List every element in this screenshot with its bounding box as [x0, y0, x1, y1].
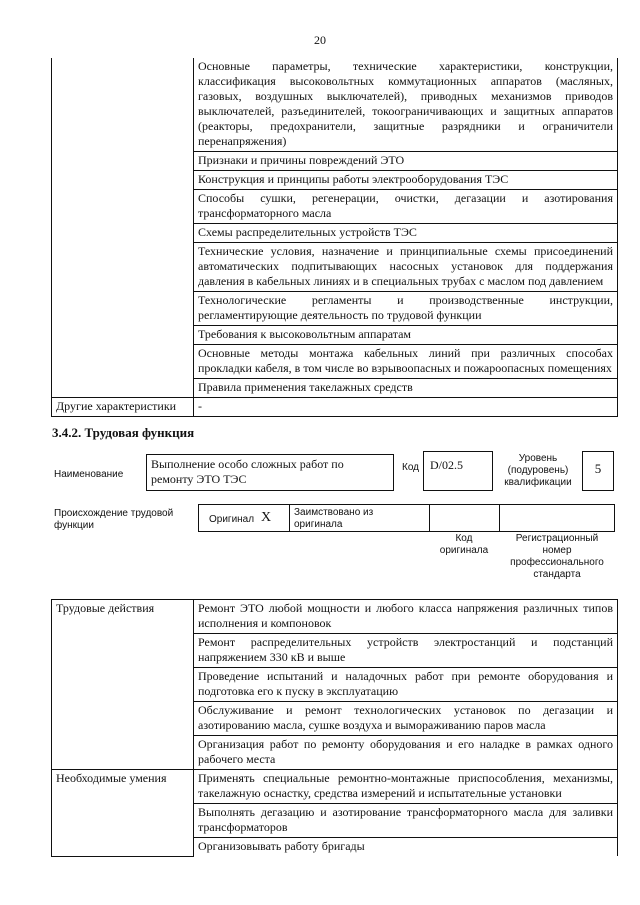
level-value: 5	[594, 461, 602, 476]
original-box	[198, 504, 290, 532]
name-label: Наименование	[54, 469, 124, 480]
registration-number-box	[499, 504, 615, 532]
original-mark: X	[261, 510, 272, 525]
knowledge-item: Правила применения такелажных средств	[194, 379, 618, 398]
borrowed-box	[289, 504, 430, 532]
knowledge-item: Основные методы монтажа кабельных линий при различных способах прокладки кабеля, в том числе во взрывоопасных и пожароопасных помещениях	[194, 345, 618, 379]
labor-action-item: Ремонт ЭТО любой мощности и любого класса напряжения различных типов исполнения и компоновок	[194, 600, 618, 634]
labor-action-item: Проведение испытаний и наладочных работ при ремонте оборудования и подготовка его к пуску в эксплуатацию	[194, 668, 618, 702]
skill-item: Организовывать работу бригады	[194, 838, 618, 857]
knowledge-table	[51, 58, 618, 417]
origin-label: Происхождение трудовой функции	[54, 508, 174, 531]
labor-actions-label: Трудовые действия	[52, 600, 194, 770]
level-label: Уровень (подуровень) квалификации	[504, 453, 572, 488]
registration-number-caption: Регистрационный номер профессионального стандарта	[510, 533, 604, 580]
required-skills-label: Необходимые умения	[52, 770, 194, 857]
function-name-box	[146, 454, 394, 491]
knowledge-item: Технологические регламенты и производственные инструкции, регламентирующие деятельность по трудовой функции	[194, 292, 618, 326]
function-name-value: Выполнение особо сложных работ по ремонту ЭТО ТЭС	[151, 457, 344, 486]
knowledge-item: Требования к высоковольтным аппаратам	[194, 326, 618, 345]
other-characteristics-value: -	[194, 398, 618, 417]
section-title: 3.4.2. Трудовая функция	[52, 425, 195, 440]
other-characteristics-label: Другие характеристики	[52, 398, 194, 417]
code-box	[423, 451, 493, 491]
code-label: Код	[402, 462, 420, 473]
labor-action-item: Ремонт распределительных устройств электростанций и подстанций напряжением 330 кВ и выше	[194, 634, 618, 668]
knowledge-item: Технические условия, назначение и принципиальные схемы присоединений автоматических подпитывающих насосных установок для поддержания давления в кабельных линиях и в специальных трубах с маслом под давлением	[194, 243, 618, 292]
skill-item: Выполнять дегазацию и азотирование трансформаторного масла для заливки трансформаторов	[194, 804, 618, 838]
left-cell	[52, 58, 194, 398]
borrowed-label: Заимствовано из оригинала	[294, 507, 374, 530]
level-box	[582, 451, 614, 491]
knowledge-item: Способы сушки, регенерации, очистки, дегазации и азотирования трансформаторного масла	[194, 190, 618, 224]
skill-item: Применять специальные ремонтно-монтажные приспособления, механизмы, такелажную оснастку, средства измерений и испытательные установки	[194, 770, 618, 804]
labor-action-item: Организация работ по ремонту оборудования и его наладке в рамках одного рабочего места	[194, 736, 618, 770]
knowledge-item: Признаки и причины повреждений ЭТО	[194, 152, 618, 171]
labor-action-item: Обслуживание и ремонт технологических установок по дегазации и азотированию масла, сушке воздуха и вымораживанию паров масла	[194, 702, 618, 736]
original-code-caption: Код оригинала	[439, 533, 489, 556]
page-number: 20	[314, 33, 326, 47]
knowledge-item: Конструкция и принципы работы электрооборудования ТЭС	[194, 171, 618, 190]
knowledge-item: Основные параметры, технические характеристики, конструкции, классификация высоковольтных коммутационных аппаратов (масляных, газовых, воздушных выключателей), приводных механизмов приводов выключателей, разъединителей, токоограничивающих и защитных аппаратов (реакторы, предохранители, защитные разрядники и ограничители перенапряжения)	[194, 58, 618, 152]
code-value: D/02.5	[430, 458, 463, 472]
knowledge-item: Схемы распределительных устройств ТЭС	[194, 224, 618, 243]
labor-function-table	[51, 599, 618, 857]
original-label: Оригинал	[209, 514, 255, 525]
original-code-box	[429, 504, 500, 532]
